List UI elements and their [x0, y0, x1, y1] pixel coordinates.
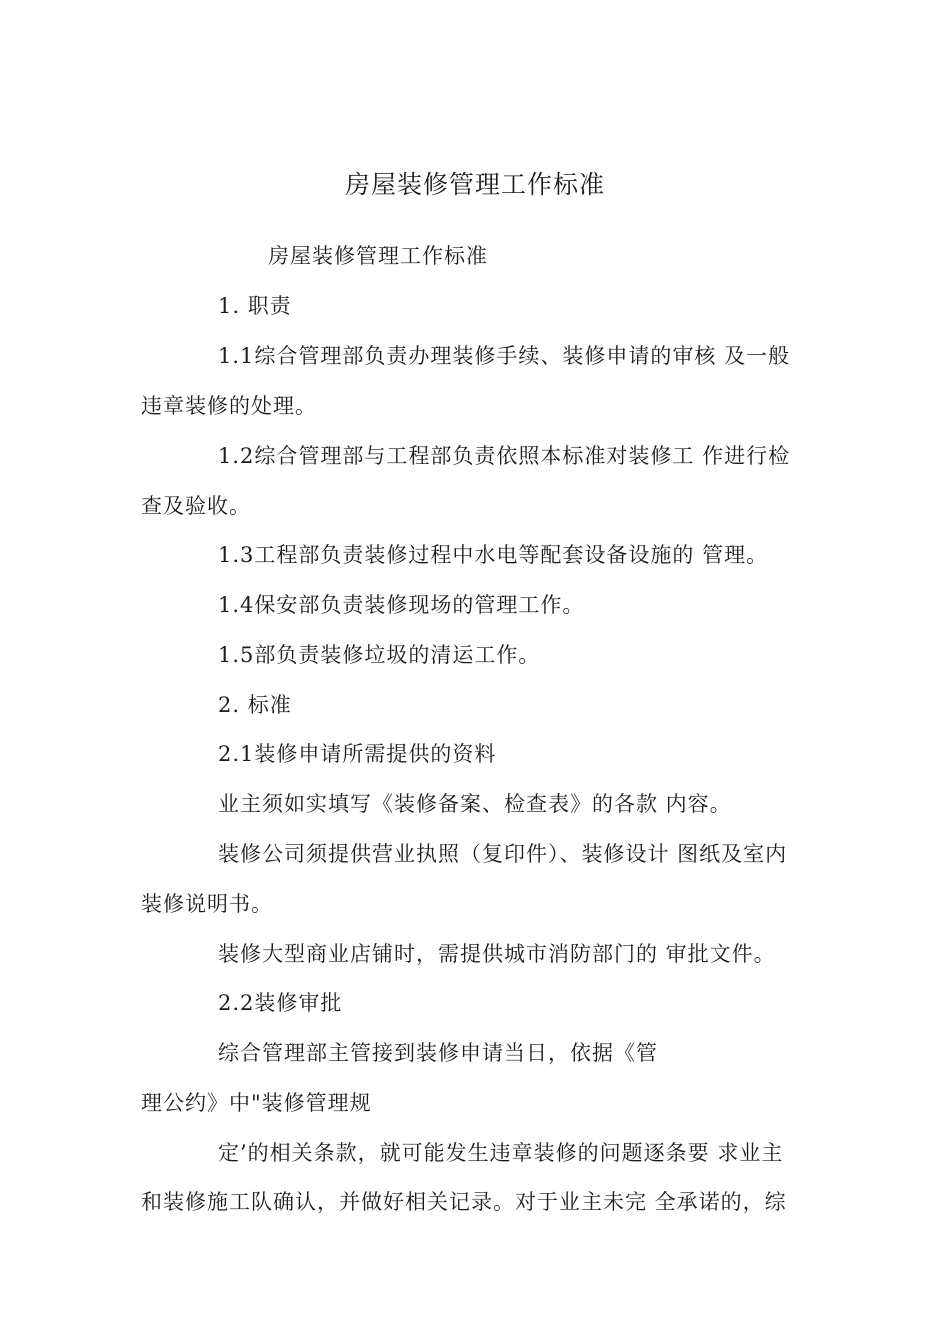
paragraph-line: 综合管理部主管接到装修申请当日，依据《管	[218, 1041, 658, 1065]
paragraph-line: 违章装修的处理。	[141, 394, 317, 418]
subsection-heading: 2.1装修申请所需提供的资料	[218, 742, 497, 766]
paragraph-line: 1.4保安部负责装修现场的管理工作。	[218, 593, 585, 617]
paragraph-line: 装修说明书。	[141, 892, 273, 916]
paragraph-line: 装修公司须提供营业执照（复印件）、装修设计 图纸及室内	[218, 842, 788, 866]
paragraph-line: 和装修施工队确认，并做好相关记录。对于业主未完 全承诺的，综	[141, 1190, 787, 1214]
subsection-heading: 2.2装修审批	[218, 991, 343, 1015]
paragraph-line: 1.1综合管理部负责办理装修手续、装修申请的审核 及一般	[218, 344, 791, 368]
paragraph-line: 定’的相关条款，就可能发生违章装修的问题逐条要 求业主	[218, 1141, 784, 1165]
section-heading-1: 1. 职责	[218, 294, 292, 318]
section-heading-2: 2. 标准	[218, 693, 292, 717]
paragraph-line: 1.3工程部负责装修过程中水电等配套设备设施的 管理。	[218, 543, 769, 567]
document-title: 房屋装修管理工作标准	[344, 170, 605, 199]
paragraph-line: 业主须如实填写《装修备案、检查表》的各款 内容。	[218, 792, 732, 816]
paragraph-line: 理公约》中"装修管理规	[141, 1091, 372, 1115]
paragraph-line: 1.2综合管理部与工程部负责依照本标准对装修工 作进行检	[218, 444, 791, 468]
subtitle-line: 房屋装修管理工作标准	[268, 244, 488, 268]
paragraph-line: 1.5部负责装修垃圾的清运工作。	[218, 643, 541, 667]
paragraph-line: 查及验收。	[141, 494, 251, 518]
paragraph-line: 装修大型商业店铺时，需提供城市消防部门的 审批文件。	[218, 942, 776, 966]
